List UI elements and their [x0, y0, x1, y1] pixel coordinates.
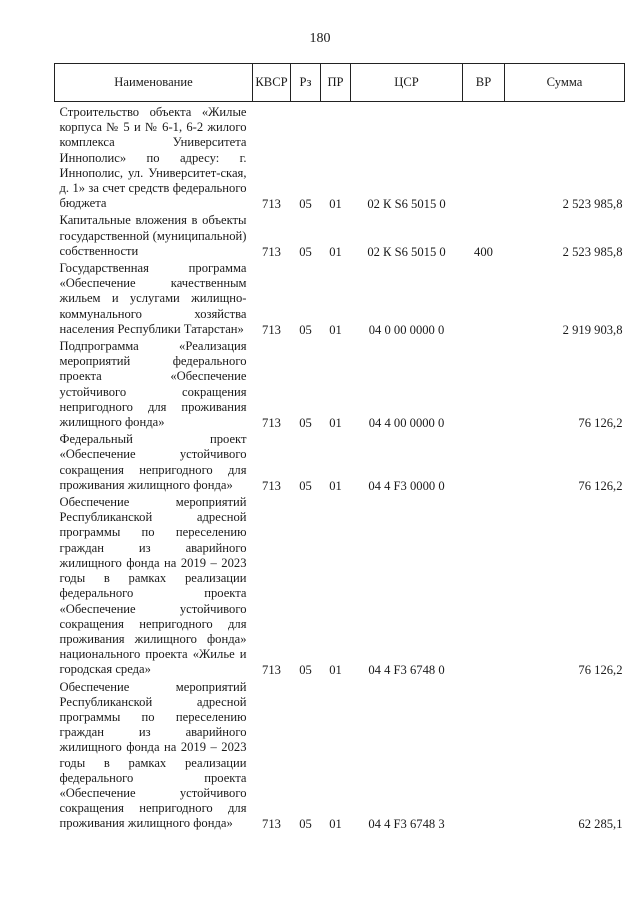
row-sum: 2 523 985,8 [562, 244, 623, 259]
page-number: 180 [309, 31, 331, 46]
row-name: Государственная программа «Обеспечение качественным жильем и услугами жилищно-коммунального хозяйства населения Республики Татарстан» [59, 261, 247, 336]
row-kvsr: 713 [262, 416, 281, 431]
row-sum: 62 285,1 [578, 817, 623, 832]
row-name: Строительство объекта «Жилые корпуса № 5 и № 6-1, 6-2 жилого комплекса Университета Иннополис» по адресу: г. Иннополис, ул. Университет-ская, д. 1» за счет средств федерального бюджета [59, 105, 247, 211]
row-csr: 04 4 F3 6748 3 [368, 817, 445, 832]
row-vr [463, 338, 505, 431]
row-name: Обеспечение мероприятий Республиканской адресной программы по переселению граждан из аварийного жилищного фонда на 2019 – 2023 годы в рамках реализации федерального проекта «Обеспечение устойчивого сокращения непригодного для проживания жилищного фонда» национального проекта «Жилье и городская среда» [59, 495, 247, 677]
row-pr: 01 [329, 817, 342, 832]
header-sum: Сумма [505, 64, 625, 102]
row-rz: 05 [299, 663, 312, 678]
row-sum: 76 126,2 [578, 416, 623, 431]
row-sum: 2 919 903,8 [562, 322, 623, 337]
row-name: Капитальные вложения в объекты государственной (муниципальной) собственности [59, 213, 247, 258]
row-rz: 05 [299, 416, 312, 431]
row-csr: 04 4 F3 6748 0 [368, 663, 445, 678]
row-vr [463, 102, 505, 213]
row-vr [463, 679, 505, 833]
row-pr: 01 [329, 478, 342, 493]
table-row [55, 260, 625, 338]
row-vr: 400 [474, 244, 493, 259]
row-sum: 2 523 985,8 [562, 197, 623, 212]
row-kvsr: 713 [262, 663, 281, 678]
row-sum: 76 126,2 [578, 478, 623, 493]
row-pr: 01 [329, 663, 342, 678]
table-row [55, 212, 625, 260]
row-rz: 05 [299, 817, 312, 832]
row-kvsr: 713 [262, 817, 281, 832]
header-kvsr: КВСР [253, 64, 291, 102]
row-pr: 01 [329, 322, 342, 337]
row-rz: 05 [299, 322, 312, 337]
header-pr: ПР [321, 64, 351, 102]
header-vr: ВР [463, 64, 505, 102]
header-rz: Рз [291, 64, 321, 102]
row-name: Федеральный проект «Обеспечение устойчивого сокращения непригодного для проживания жилищного фонда» [59, 432, 247, 492]
row-csr: 02 К S6 5015 0 [367, 197, 446, 212]
row-csr: 02 К S6 5015 0 [367, 244, 446, 259]
row-pr: 01 [329, 416, 342, 431]
table-header [55, 64, 625, 102]
row-name: Обеспечение мероприятий Республиканской адресной программы по переселению граждан из аварийного жилищного фонда на 2019 – 2023 годы в рамках реализации федерального проекта «Обеспечение устойчивого сокращения непригодного для проживания жилищного фонда» [59, 679, 247, 831]
row-vr [463, 431, 505, 494]
row-sum: 76 126,2 [578, 663, 623, 678]
row-kvsr: 713 [262, 322, 281, 337]
row-rz: 05 [299, 244, 312, 259]
header-csr: ЦСР [351, 64, 463, 102]
row-kvsr: 713 [262, 244, 281, 259]
row-csr: 04 0 00 0000 0 [368, 322, 445, 337]
row-pr: 01 [329, 244, 342, 259]
row-vr [463, 494, 505, 678]
row-csr: 04 4 00 0000 0 [368, 416, 445, 431]
row-vr [463, 260, 505, 338]
table-row [55, 494, 625, 678]
row-kvsr: 713 [262, 197, 281, 212]
table-row [55, 431, 625, 494]
row-name: Подпрограмма «Реализация мероприятий федерального проекта «Обеспечение устойчивого сокращения непригодного для проживания жилищного фонда» [59, 339, 247, 430]
row-rz: 05 [299, 197, 312, 212]
row-pr: 01 [329, 197, 342, 212]
header-name: Наименование [55, 64, 253, 102]
row-csr: 04 4 F3 0000 0 [368, 478, 445, 493]
budget-table [54, 63, 625, 833]
table-row [55, 338, 625, 431]
table-row [55, 679, 625, 833]
table-row [55, 102, 625, 213]
row-rz: 05 [299, 478, 312, 493]
row-kvsr: 713 [262, 478, 281, 493]
